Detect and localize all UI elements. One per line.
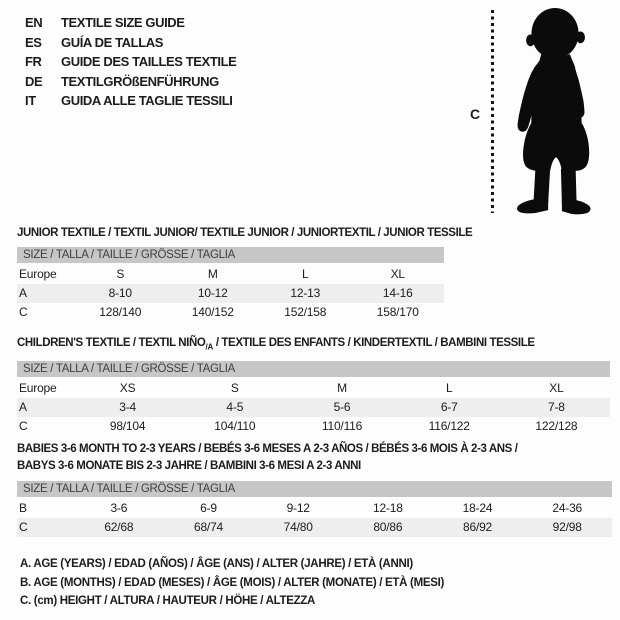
table-row — [17, 518, 612, 537]
age-cell: 8-10 — [108, 286, 132, 300]
size-cell: M — [337, 381, 347, 396]
age-cell: 24-36 — [552, 501, 583, 515]
height-cell: 80/86 — [373, 520, 403, 534]
lang-title-fr: GUIDE DES TAILLES TEXTILE — [61, 54, 237, 70]
size-cell: XL — [549, 381, 564, 396]
junior-textile-table — [17, 226, 473, 322]
age-cell: 6-7 — [440, 400, 458, 415]
row-label: B — [19, 501, 27, 515]
height-cell: 68/74 — [193, 520, 224, 534]
size-cell: XL — [390, 267, 405, 281]
age-cell: 3-6 — [110, 501, 128, 515]
language-title-list — [25, 13, 236, 111]
children-size-header: SIZE / TALLA / TAILLE / GRÖSSE / TAGLIA — [17, 361, 610, 377]
row-label: C — [19, 305, 28, 319]
lang-code-es: ES — [25, 34, 42, 50]
table-row — [17, 284, 444, 303]
age-cell: 18-24 — [462, 501, 493, 515]
legend-line-b: B. AGE (MONTHS) / EDAD (MESES) / ÂGE (MOIS) / ALTER (MONATE) / ETÀ (MESI) — [20, 576, 445, 589]
age-cell: 7-8 — [548, 400, 565, 415]
height-cell: 104/110 — [214, 419, 256, 434]
junior-table-title — [17, 226, 473, 240]
babies-textile-table — [17, 441, 612, 537]
lang-code-fr: FR — [25, 54, 42, 70]
babies-title-line-1: BABIES 3-6 MONTH TO 2-3 YEARS / BEBÉS 3-6 MESES A 2-3 AÑOS / BÉBÉS 3-6 MOIS À 2-3 ANS / — [17, 443, 518, 455]
measurement-legend — [20, 555, 444, 611]
lang-row-it — [25, 91, 236, 111]
junior-size-header: SIZE / TALLA / TAILLE / GRÖSSE / TAGLIA — [17, 247, 444, 263]
children-textile-table — [17, 336, 610, 436]
height-cell: 158/170 — [376, 305, 419, 319]
age-cell: 5-6 — [333, 400, 351, 415]
lang-title-en: TEXTILE SIZE GUIDE — [61, 15, 185, 30]
row-label: Europe — [19, 267, 57, 281]
lang-row-de — [25, 72, 236, 92]
age-cell: 12-18 — [373, 501, 403, 515]
height-cell: 92/98 — [552, 520, 582, 534]
lang-title-es: GUÍA DE TALLAS — [61, 34, 164, 50]
table-row — [17, 265, 444, 284]
row-label: C — [19, 419, 28, 434]
row-label: Europe — [19, 381, 57, 396]
legend-line-a: A. AGE (YEARS) / EDAD (AÑOS) / ÂGE (ANS) / ALTER (JAHRE) / ETÀ (ANNI) — [20, 558, 413, 570]
row-label: C — [19, 520, 28, 534]
height-cell: 98/104 — [109, 419, 146, 434]
toddler-silhouette-icon — [498, 5, 616, 216]
measure-c-label: C — [470, 106, 481, 122]
height-cell: 122/128 — [535, 419, 578, 434]
age-cell: 14-16 — [382, 286, 413, 300]
row-label: A — [19, 400, 27, 415]
lang-title-it: GUIDA ALLE TAGLIE TESSILI — [61, 93, 233, 109]
babies-table-title — [17, 441, 612, 475]
lang-code-de: DE — [25, 73, 43, 89]
babies-size-header: SIZE / TALLA / TAILLE / GRÖSSE / TAGLIA — [17, 481, 612, 497]
lang-row-es — [25, 33, 236, 53]
age-cell: 12-13 — [290, 286, 321, 300]
lang-code-en: EN — [25, 15, 43, 30]
height-dotted-line — [491, 10, 494, 213]
age-cell: 4-5 — [226, 400, 244, 415]
children-title-text: CHILDREN'S TEXTILE / TEXTIL NIÑO — [17, 337, 206, 349]
age-cell: 3-4 — [119, 400, 136, 415]
age-cell: 9-12 — [286, 501, 310, 515]
table-row — [17, 303, 444, 322]
row-label: A — [19, 286, 27, 300]
lang-row-en — [25, 13, 236, 33]
table-row — [17, 379, 610, 398]
size-cell: L — [445, 381, 453, 396]
lang-title-de: TEXTILGRÖßENFÜHRUNG — [61, 73, 219, 89]
table-row — [17, 398, 610, 417]
height-cell: 116/122 — [428, 419, 470, 434]
lang-code-it: IT — [25, 93, 36, 109]
table-row — [17, 417, 610, 436]
size-cell: XS — [119, 381, 136, 396]
children-title-text: / TEXTILE DES ENFANTS / KINDERTEXTIL / BAMBINI TESSILE — [213, 337, 535, 349]
height-cell: 62/68 — [104, 520, 134, 534]
size-cell: S — [116, 267, 125, 281]
height-measure-figure — [440, 0, 620, 222]
table-row — [17, 499, 612, 518]
children-title-subscript: /A — [205, 342, 214, 352]
age-cell: 10-12 — [197, 286, 228, 300]
legend-line-c: C. (cm) HEIGHT / ALTURA / HAUTEUR / HÖHE / ALTEZZA — [20, 595, 316, 608]
height-cell: 86/92 — [463, 520, 493, 534]
babies-title-line-2: BABYS 3-6 MONATE BIS 2-3 JAHRE / BAMBINI 3-6 MESI A 2-3 ANNI — [17, 460, 361, 472]
size-cell: L — [302, 267, 309, 281]
size-cell: S — [230, 381, 239, 396]
children-table-title — [17, 336, 610, 354]
junior-title-text: JUNIOR TEXTILE / TEXTIL JUNIOR/ TEXTILE JUNIOR / JUNIORTEXTIL / JUNIOR TESSILE — [17, 227, 473, 239]
height-cell: 152/158 — [284, 305, 327, 319]
height-cell: 140/152 — [191, 305, 234, 319]
lang-row-fr — [25, 52, 236, 72]
height-cell: 110/116 — [321, 419, 363, 434]
size-cell: M — [207, 267, 218, 281]
height-cell: 74/80 — [283, 520, 313, 534]
height-cell: 128/140 — [99, 305, 142, 319]
age-cell: 6-9 — [200, 501, 217, 515]
